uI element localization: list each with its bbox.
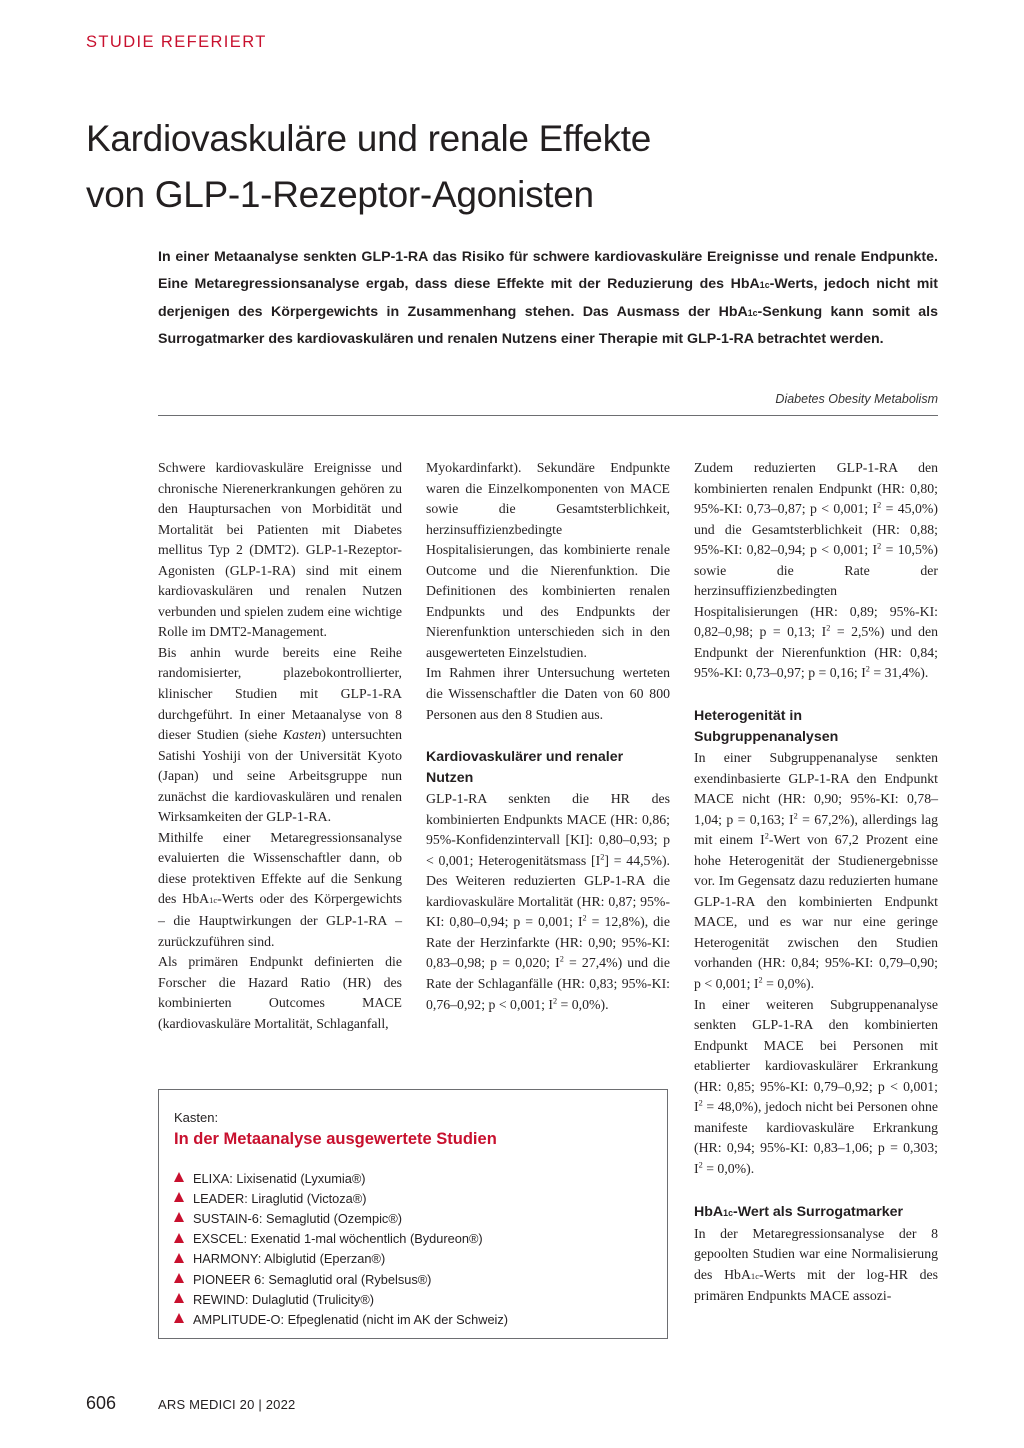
lead-text: -Senkung kann somit als Surrogatmarker des kardiovaskulären und renalen Nutzens einer Therapie mit GLP-1-RA betrachtet werden. xyxy=(158,303,938,348)
text-run: = 0,0%). xyxy=(762,976,815,992)
text-run: ) untersuchten Satishi Yoshiji von der Universität Kyoto (Japan) und seine Arbeitsgruppe nun zunächst die kardiovaskulären und renalen Wirksamkeiten der GLP-1-RA. xyxy=(158,727,402,825)
triangle-bullet-icon xyxy=(174,1192,184,1202)
superscript: 2 xyxy=(877,541,882,551)
text-run: ] = 44,5%). Des Weiteren reduzierten GLP-1-RA die kardiovaskuläre Mortalität (HR: 0,87; 95%-KI: 0,80–0,94; p = 0,001; I xyxy=(426,852,670,930)
list-item xyxy=(174,1168,508,1188)
text-run: = 67,2%), allerdings lag mit einem I xyxy=(694,811,938,848)
text-run: GLP-1-RA senkten die HR des kombinierten Endpunkts MACE (HR: 0,86; 95%-Konfidenzintervall [KI]: 0,80–0,93; p < 0,001; Heterogenitätsmass [I xyxy=(426,791,670,868)
lead-text: In einer Metaanalyse senkten GLP-1-RA das Risiko für schwere kardiovaskuläre Ereignisse und renale Endpunkte. Eine Metaregressionsanalyse ergab, dass diese Effekte mit der Reduzierung des HbA xyxy=(158,249,938,292)
superscript: 2 xyxy=(793,811,798,821)
paragraph xyxy=(694,748,938,995)
publication-info: ARS MEDICI 20 | 2022 xyxy=(158,1397,296,1412)
paragraph xyxy=(694,458,938,684)
text-run: = 0,0%). xyxy=(557,996,609,1012)
list-item xyxy=(174,1289,508,1309)
text-run: In einer Subgruppenanalyse senkten exendinbasierte GLP-1-RA den Endpunkt MACE nicht (HR: 0,90; 95%-KI: 0,78–1,04; p = 0,163; I xyxy=(694,750,938,827)
list-item xyxy=(174,1229,508,1249)
text-run: = 10,5%) sowie die Rate der herzinsuffizienzbedingten Hospitalisierungen (HR: 0,89; 95%-KI: 0,82–0,98; p = 0,13; I xyxy=(694,542,938,640)
text-run: = 48,0%), jedoch nicht bei Personen ohne manifeste kardiovaskuläre Erkrankung (HR: 0,94; 95%-KI: 0,83–1,06; p = 0,303; I xyxy=(694,1099,938,1176)
list-item-label: EXSCEL: Exenatid 1-mal wöchentlich (Bydureon®) xyxy=(193,1231,483,1247)
paragraph xyxy=(158,643,402,828)
text-run: = 45,0%) und die Gesamtsterblichkeit (HR: 0,88; 95%-KI: 0,82–0,94; p < 0,001; I xyxy=(694,501,938,558)
text-run: Bis anhin wurde bereits eine Reihe randomisierter, plazebokontrollierter, klinischer Studien mit GLP-1-RA durchgeführt. In einer Metaanalyse von 8 dieser Studien (siehe xyxy=(158,644,402,743)
list-item-label: PIONEER 6: Semaglutid oral (Rybelsus®) xyxy=(193,1271,432,1287)
paragraph: Myokardinfarkt). Sekundäre Endpunkte waren die Einzelkomponenten von MACE sowie die Gesamtsterblichkeit, herzinsuffizienzbedingte Hospitalisierungen, das kombinierte renale Outcome und die Nierenfunktion. Die Definitionen des kombinierten renalen Endpunkts und des Endpunkts der Nierenfunktion unterschieden sich in den ausgewerteten Einzelstudien. xyxy=(426,460,670,660)
list-item xyxy=(174,1208,508,1228)
lead-text: -Werts, jedoch nicht mit derjenigen des Körpergewichts in Zusammenhang stehen. Das Ausmass der HbA xyxy=(158,275,939,320)
paragraph: Als primären Endpunkt definierten die Forscher die Hazard Ratio (HR) des kombinierten Outcomes MACE (kardiovaskuläre Mortalität, Schlaganfall, xyxy=(158,954,402,1031)
page-number: 606 xyxy=(86,1393,117,1413)
superscript: 2 xyxy=(698,1160,703,1170)
text-run: = 27,4%) und die Rate der Schlaganfälle (HR: 0,83; 95%-KI: 0,76–0,92; p < 0,001; I xyxy=(426,955,670,1012)
text-run: Mithilfe einer Metaregressionsanalyse evaluierten die Wissenschaftler dann, ob diese protektiven Effekte auf die Senkung des HbA xyxy=(158,829,402,907)
triangle-bullet-icon xyxy=(174,1212,184,1222)
text-column-2 xyxy=(426,458,670,1015)
text-column-3 xyxy=(694,458,938,1307)
text-run: = 31,4%). xyxy=(869,665,929,681)
lead-subscript: 1c xyxy=(759,279,770,290)
italic-reference: Kasten xyxy=(282,727,322,743)
triangle-bullet-icon xyxy=(174,1273,184,1283)
paragraph: Schwere kardiovaskuläre Ereignisse und chronische Nierenerkrankungen gehören zu den Hauptursachen von Morbidität und Mortalität bei Patienten mit Diabetes mellitus Typ 2 (DMT2). GLP-1-Rezeptor-Agonisten (GLP-1-RA) sind mit einem kardiovaskulären und renalen Nutzen verbunden und spielen zudem eine wichtige Rolle im DMT2-Management. xyxy=(158,460,402,640)
text-run: Zudem reduzierten GLP-1-RA den kombinierten renalen Endpunkt (HR: 0,80; 95%-KI: 0,73–0,87; p < 0,001; I xyxy=(694,460,938,517)
text-run: In einer weiteren Subgruppenanalyse senkten GLP-1-RA den kombinierten Endpunkt MACE bei Personen mit etablierter kardiovaskulärer Erkrankung (HR: 0,85; 95%-KI: 0,79–0,92; p < 0,001; I xyxy=(694,996,938,1115)
section-heading: Kardiovaskulärer und renaler Nutzen xyxy=(426,749,624,787)
superscript: 2 xyxy=(552,995,558,1005)
list-item-label: AMPLITUDE-O: Efpeglenatid (nicht im AK der Schweiz) xyxy=(193,1311,509,1327)
superscript: 2 xyxy=(559,954,564,964)
text-run: = 2,5%) und den Endpunkt der Nierenfunktion (HR: 0,84; 95%-KI: 0,73–0,97; p = 0,16; I xyxy=(694,624,938,681)
article-title xyxy=(86,111,946,223)
paragraph: Im Rahmen ihrer Untersuchung werteten die Wissenschaftler die Daten von 60 800 Personen aus den 8 Studien aus. xyxy=(426,665,670,722)
title-line-1: Kardiovaskuläre und renale Effekte xyxy=(86,118,652,159)
list-item xyxy=(174,1309,508,1329)
text-run: -Werts oder des Körpergewichts – die Hauptwirkungen der GLP-1-RA – zurückzuführen sind. xyxy=(158,891,402,949)
section-heading xyxy=(694,1202,938,1224)
text-run: -Werts mit der log-HR des primären Endpunkts MACE assozi- xyxy=(694,1266,939,1304)
heading-text: -Wert als Surrogatmarker xyxy=(732,1203,904,1220)
list-item-label: LEADER: Liraglutid (Victoza®) xyxy=(193,1190,367,1206)
divider-line xyxy=(158,415,938,416)
list-item xyxy=(174,1269,508,1289)
article-lead xyxy=(158,244,938,353)
study-list xyxy=(174,1168,508,1330)
text-run: = 0,0%). xyxy=(702,1160,755,1176)
heading-text: HbA xyxy=(694,1203,724,1220)
section-kicker: STUDIE REFERIERT xyxy=(86,33,267,51)
triangle-bullet-icon xyxy=(174,1172,184,1182)
title-line-2: von GLP-1-Rezeptor-Agonisten xyxy=(86,174,594,215)
list-item xyxy=(174,1188,508,1208)
text-run: In der Metaregressionsanalyse der 8 gepoolten Studien war eine Normalisierung des HbA xyxy=(694,1225,938,1282)
subscript: 1c xyxy=(209,895,218,906)
paragraph xyxy=(694,995,938,1180)
subscript: 1c xyxy=(723,1207,733,1218)
superscript: 2 xyxy=(698,1098,703,1108)
superscript: 2 xyxy=(600,852,605,862)
paragraph xyxy=(694,1224,938,1307)
paragraph xyxy=(426,789,670,1015)
section-heading: Heterogenität in Subgruppenanalysen xyxy=(694,708,839,746)
list-item-label: ELIXA: Lixisenatid (Lyxumia®) xyxy=(193,1170,366,1186)
superscript: 2 xyxy=(582,913,587,923)
triangle-bullet-icon xyxy=(174,1233,184,1243)
subscript: 1c xyxy=(750,1270,759,1281)
superscript: 2 xyxy=(826,623,831,633)
paragraph xyxy=(158,828,402,952)
text-run: = 12,8%), die Rate der Herzinfarkte (HR: 0,90; 95%-KI: 0,83–0,98; p = 0,020; I xyxy=(426,914,670,971)
list-item-label: REWIND: Dulaglutid (Trulicity®) xyxy=(193,1291,375,1307)
text-column-1 xyxy=(158,458,402,1034)
info-box xyxy=(158,1089,668,1339)
box-title: In der Metaanalyse ausgewertete Studien xyxy=(174,1130,497,1148)
lead-subscript: 1c xyxy=(747,307,758,318)
superscript: 2 xyxy=(764,831,769,841)
triangle-bullet-icon xyxy=(174,1313,184,1323)
list-item xyxy=(174,1249,508,1269)
list-item-label: HARMONY: Albiglutid (Eperzan®) xyxy=(193,1251,386,1267)
superscript: 2 xyxy=(877,500,882,510)
text-run: -Wert von 67,2 Prozent eine hohe Heterogenität der Studienergebnisse vor. Im Gegensatz dazu reduzierten humane GLP-1-RA den kombinierten Endpunkt MACE, und es war nur eine geringe Heterogenität zwischen den Studien vorhanden (HR: 0,84; 95%-KI: 0,79–0,90; p < 0,001; I xyxy=(694,832,938,992)
superscript: 2 xyxy=(865,664,870,674)
superscript: 2 xyxy=(758,975,763,985)
source-journal: Diabetes Obesity Metabolism xyxy=(775,392,938,406)
triangle-bullet-icon xyxy=(174,1293,184,1303)
list-item-label: SUSTAIN-6: Semaglutid (Ozempic®) xyxy=(193,1210,403,1226)
triangle-bullet-icon xyxy=(174,1253,184,1263)
box-kicker: Kasten: xyxy=(174,1110,219,1125)
